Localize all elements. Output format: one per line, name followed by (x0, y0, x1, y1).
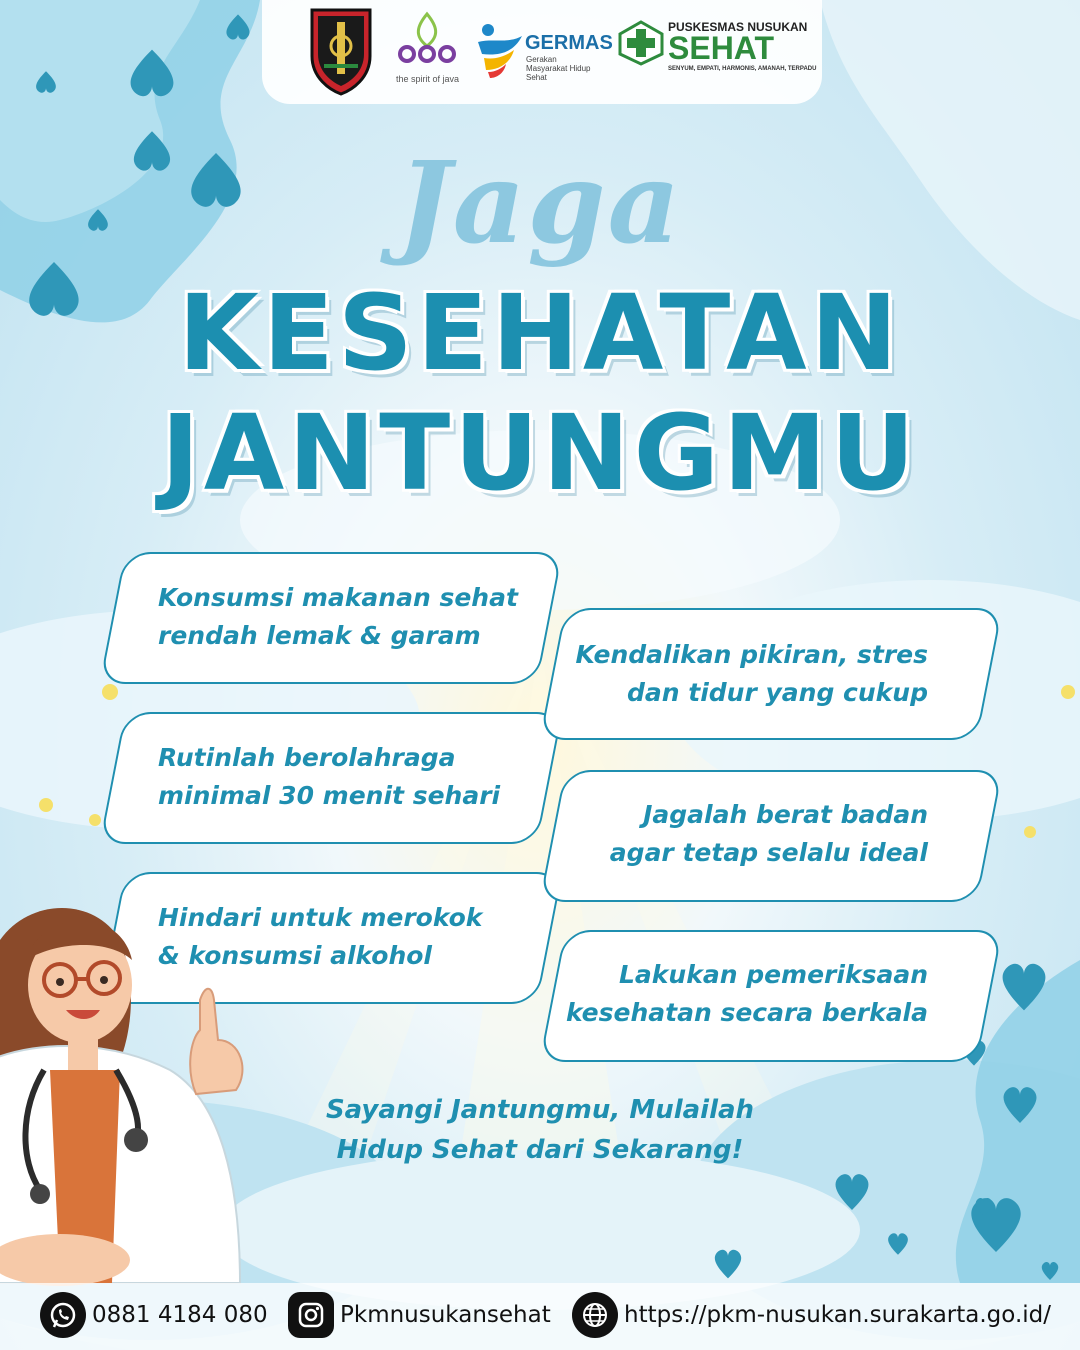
tip-text-line: dan tidur yang cukup (626, 678, 928, 707)
puskesmas-top: PUSKESMAS NUSUKAN (668, 20, 808, 34)
footer-instagram[interactable] (288, 1290, 551, 1340)
globe-icon (572, 1292, 618, 1338)
tip-text-line: & konsumsi alkohol (158, 941, 432, 970)
phone-number: 0881 4184 080 (92, 1302, 268, 1328)
instagram-icon (288, 1292, 334, 1338)
headline-line-1: KESEHATAN (178, 272, 902, 394)
germas-subtitle: Gerakan Masyarakat Hidup Sehat (526, 55, 591, 82)
tip-text-line: Konsumsi makanan sehat (158, 583, 518, 612)
tip-text-line: Hindari untuk merokok (158, 903, 483, 932)
headline-line-2: JANTUNGMU (161, 392, 919, 514)
puskesmas-motto: SENYUM, EMPATI, HARMONIS, AMANAH, TERPADU (668, 66, 817, 72)
footer-website[interactable] (572, 1290, 1051, 1340)
tip-text-line: kesehatan secara berkala (565, 998, 928, 1027)
tip-text-line: Lakukan pemeriksaan (618, 960, 928, 989)
whatsapp-icon (40, 1292, 86, 1338)
solo-tagline: the spirit of java (396, 74, 460, 84)
closing-message (240, 1090, 840, 1170)
headline-script: Jaga (397, 138, 683, 269)
tip-text-line: agar tetap selalu ideal (609, 838, 928, 867)
tip-text-line: Rutinlah berolahraga (158, 743, 456, 772)
instagram-handle: Pkmnusukansehat (340, 1302, 551, 1328)
footer-phone[interactable] (40, 1290, 268, 1340)
website-url: https://pkm-nusukan.surakarta.go.id/ (624, 1302, 1051, 1328)
tip-text-line: minimal 30 menit sehari (158, 781, 501, 810)
closing-line-2: Hidup Sehat dari Sekarang! (336, 1135, 744, 1165)
tip-text-line: Jagalah berat badan (643, 800, 928, 829)
tip-text-line: Kendalikan pikiran, stres (575, 640, 928, 669)
puskesmas-name: SEHAT (668, 30, 775, 66)
tip-text-line: rendah lemak & garam (158, 621, 481, 650)
germas-name: GERMAS (525, 32, 613, 54)
closing-line-1: Sayangi Jantungmu, Mulailah (325, 1095, 755, 1125)
